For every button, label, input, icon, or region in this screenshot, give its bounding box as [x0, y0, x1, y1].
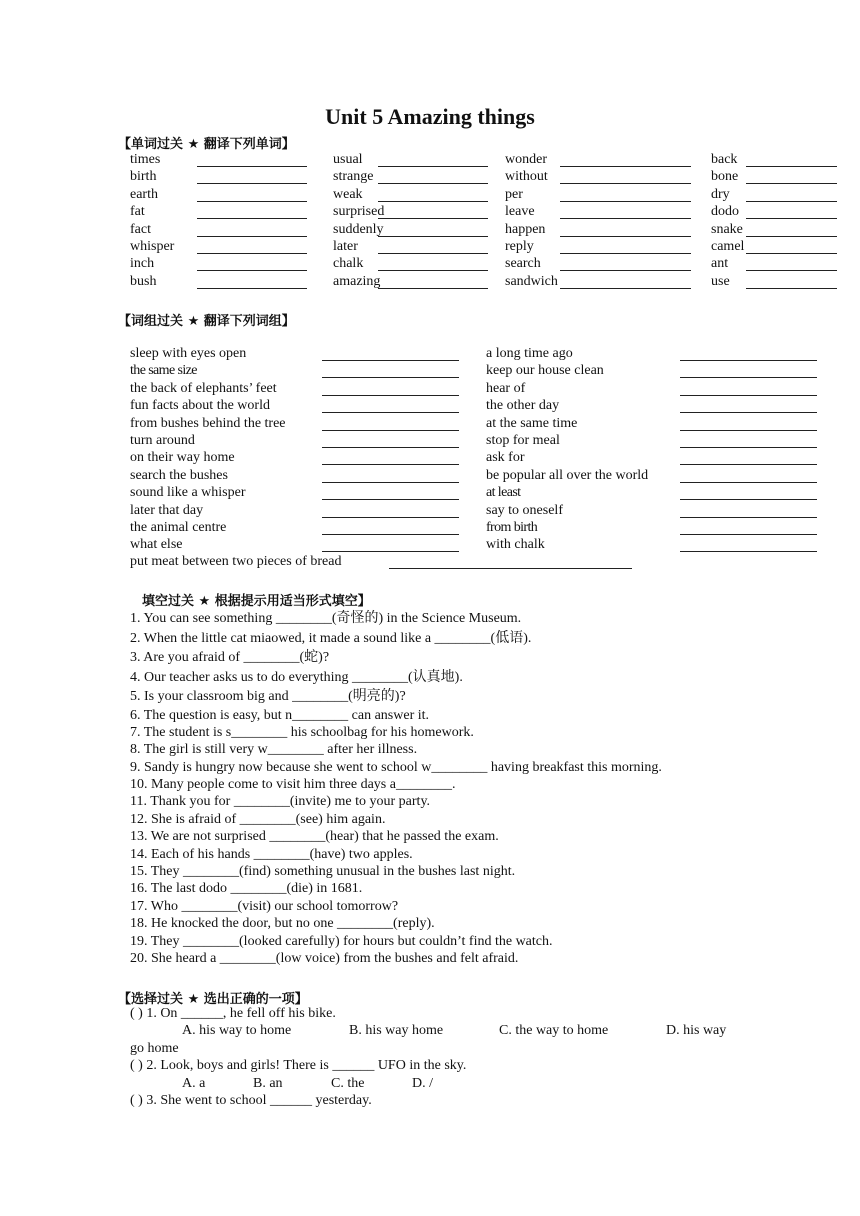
answer-blank[interactable]: [197, 274, 307, 289]
fill-item: 1. You can see something ________(奇怪的) in the Science Museum.: [130, 611, 522, 626]
answer-blank[interactable]: [378, 152, 488, 167]
answer-blank[interactable]: [322, 346, 459, 361]
vocab-word: ant: [711, 256, 729, 272]
mcq-option[interactable]: D. his way: [666, 1023, 727, 1039]
fill-item: 10. Many people come to visit him three days a________.: [130, 777, 456, 793]
fill-item: 6. The question is easy, but n________ can answer it.: [130, 707, 430, 723]
vocab-word: bone: [711, 169, 739, 185]
answer-blank[interactable]: [378, 204, 488, 219]
fill-item: 7. The student is s________ his schoolbag for his homework.: [130, 724, 474, 740]
answer-blank[interactable]: [322, 468, 459, 483]
answer-blank[interactable]: [378, 256, 488, 271]
vocab-row: [130, 186, 835, 203]
vocab-word: usual: [333, 152, 363, 167]
vocab-word: fat: [130, 204, 145, 220]
mcq-question-1: ( ) 1. On ______, he fell off his bike.: [130, 1006, 336, 1021]
vocab-word: later: [333, 238, 358, 254]
mcq-option[interactable]: A. a: [182, 1075, 206, 1091]
phrase-table: [130, 345, 820, 554]
answer-blank[interactable]: [560, 187, 691, 202]
mcq-option[interactable]: C. the: [331, 1075, 365, 1091]
vocab-word: without: [505, 169, 548, 185]
phrase-row: [130, 345, 820, 362]
mcq-options-1: [130, 1022, 830, 1039]
phrase: the same size: [130, 363, 197, 379]
vocab-table: [130, 151, 835, 290]
fill-item: 8. The girl is still very w________ after her illness.: [130, 742, 418, 758]
answer-blank[interactable]: [746, 169, 837, 184]
fill-item: 5. Is your classroom big and ________(明亮的)?: [130, 689, 406, 704]
vocab-word: chalk: [333, 256, 364, 272]
fill-item: 16. The last dodo ________(die) in 1681.: [130, 881, 363, 897]
vocab-word: back: [711, 152, 738, 167]
answer-blank[interactable]: [322, 416, 459, 431]
section-heading-vocab: 【单词过关 ★ 翻译下列单词】: [118, 137, 295, 152]
answer-blank[interactable]: [680, 520, 817, 535]
mcq-option-wrap: go home: [130, 1040, 179, 1056]
phrase: at the same time: [486, 415, 578, 431]
answer-blank[interactable]: [322, 520, 459, 535]
answer-blank[interactable]: [322, 398, 459, 413]
answer-blank[interactable]: [378, 169, 488, 184]
fill-in-list: [130, 609, 830, 967]
mcq-list: [130, 1005, 830, 1109]
answer-blank[interactable]: [746, 204, 837, 219]
fill-item: 15. They ________(find) something unusual in the bushes last night.: [130, 864, 516, 880]
mcq-option[interactable]: B. his way home: [349, 1023, 444, 1039]
phrase-row: [130, 536, 820, 553]
answer-blank[interactable]: [746, 274, 837, 289]
vocab-word: camel: [711, 238, 745, 254]
star-icon: ★: [187, 314, 200, 329]
phrase: stop for meal: [486, 432, 560, 448]
vocab-row: [130, 168, 835, 185]
answer-blank[interactable]: [322, 503, 459, 518]
answer-blank[interactable]: [560, 152, 691, 167]
page-title: Unit 5 Amazing things: [325, 104, 535, 129]
vocab-word: search: [505, 256, 541, 272]
answer-blank[interactable]: [746, 187, 837, 202]
phrase-row: [130, 519, 820, 536]
phrase-row: [130, 415, 820, 432]
vocab-row: [130, 273, 835, 290]
answer-blank[interactable]: [197, 152, 307, 167]
mcq-question-2: ( ) 2. Look, boys and girls! There is ______ UFO in the sky.: [130, 1058, 467, 1074]
vocab-word: whisper: [130, 238, 175, 254]
answer-blank[interactable]: [680, 433, 817, 448]
phrase: search the bushes: [130, 467, 228, 483]
phrase-row: [130, 432, 820, 449]
phrase-row: [130, 484, 820, 501]
answer-blank[interactable]: [378, 187, 488, 202]
answer-blank[interactable]: [680, 416, 817, 431]
answer-blank[interactable]: [197, 187, 307, 202]
section-heading-fill: 填空过关 ★ 根据提示用适当形式填空】: [142, 594, 371, 609]
answer-blank[interactable]: [389, 568, 632, 569]
vocab-word: bush: [130, 273, 157, 289]
answer-blank[interactable]: [560, 222, 691, 237]
mcq-question-3: ( ) 3. She went to school ______ yesterday.: [130, 1092, 372, 1108]
vocab-word: surprised: [333, 204, 385, 220]
phrase-row: [130, 467, 820, 484]
vocab-word: times: [130, 152, 161, 167]
answer-blank[interactable]: [197, 204, 307, 219]
phrase: what else: [130, 537, 183, 553]
answer-blank[interactable]: [680, 485, 817, 500]
star-icon: ★: [198, 594, 211, 609]
answer-blank[interactable]: [322, 450, 459, 465]
vocab-word: reply: [505, 238, 534, 254]
vocab-word: snake: [711, 221, 743, 237]
answer-blank[interactable]: [680, 503, 817, 518]
phrase: with chalk: [486, 537, 545, 553]
answer-blank[interactable]: [680, 450, 817, 465]
answer-blank[interactable]: [560, 239, 691, 254]
fill-item: 9. Sandy is hungry now because she went to school w________ having breakfast this morning.: [130, 759, 662, 775]
phrase-row: [130, 362, 820, 379]
phrase: ask for: [486, 450, 525, 466]
phrase: a long time ago: [486, 346, 573, 361]
answer-blank[interactable]: [322, 363, 459, 378]
phrase-row: [130, 380, 820, 397]
answer-blank[interactable]: [322, 381, 459, 396]
answer-blank[interactable]: [322, 485, 459, 500]
vocab-row: [130, 255, 835, 272]
vocab-word: dry: [711, 186, 730, 202]
answer-blank[interactable]: [197, 169, 307, 184]
answer-blank[interactable]: [746, 256, 837, 271]
mcq-option[interactable]: B. an: [253, 1075, 283, 1091]
phrase: later that day: [130, 502, 204, 518]
fill-item: 19. They ________(looked carefully) for hours but couldn’t find the watch.: [130, 933, 553, 949]
answer-blank[interactable]: [680, 363, 817, 378]
vocab-word: suddenly: [333, 221, 384, 237]
mcq-option[interactable]: D. /: [412, 1075, 433, 1091]
answer-blank[interactable]: [746, 239, 837, 254]
phrase: on their way home: [130, 450, 235, 466]
answer-blank[interactable]: [197, 239, 307, 254]
vocab-word: fact: [130, 221, 151, 237]
vocab-word: earth: [130, 186, 158, 202]
phrase: the back of elephants’ feet: [130, 380, 277, 396]
phrase: from birth: [486, 519, 538, 535]
phrase: the animal centre: [130, 519, 227, 535]
vocab-word: per: [505, 186, 523, 202]
vocab-word: leave: [505, 204, 535, 220]
vocab-row: [130, 221, 835, 238]
phrase: the other day: [486, 398, 560, 414]
phrase: at least: [486, 485, 521, 501]
answer-blank[interactable]: [560, 169, 691, 184]
vocab-word: amazing: [333, 273, 381, 289]
fill-item: 11. Thank you for ________(invite) me to your party.: [130, 794, 431, 810]
answer-blank[interactable]: [322, 537, 459, 552]
answer-blank[interactable]: [746, 152, 837, 167]
phrase: fun facts about the world: [130, 398, 270, 414]
answer-blank[interactable]: [378, 239, 488, 254]
vocab-word: strange: [333, 169, 374, 185]
section-heading-mcq: 【选择过关 ★ 选出正确的一项】: [118, 992, 308, 1007]
star-icon: ★: [187, 992, 200, 1007]
answer-blank[interactable]: [197, 222, 307, 237]
answer-blank[interactable]: [322, 433, 459, 448]
section-heading-phrases: 【词组过关 ★ 翻译下列词组】: [118, 314, 295, 329]
answer-blank[interactable]: [680, 398, 817, 413]
answer-blank[interactable]: [680, 346, 817, 361]
fill-item: 4. Our teacher asks us to do everything ________(认真地).: [130, 669, 463, 685]
vocab-row: [130, 203, 835, 220]
fill-item: 14. Each of his hands ________(have) two apples.: [130, 846, 413, 862]
vocab-row: [130, 238, 835, 255]
vocab-word: use: [711, 273, 730, 289]
phrase: from bushes behind the tree: [130, 415, 286, 431]
vocab-word: happen: [505, 221, 546, 237]
answer-blank[interactable]: [560, 204, 691, 219]
vocab-word: wonder: [505, 152, 547, 167]
phrase: hear of: [486, 380, 526, 396]
answer-blank[interactable]: [680, 468, 817, 483]
vocab-word: weak: [333, 186, 363, 202]
phrase-row: [130, 397, 820, 414]
vocab-word: inch: [130, 256, 155, 272]
phrase: say to oneself: [486, 502, 563, 518]
fill-item: 17. Who ________(visit) our school tomorrow?: [130, 898, 399, 914]
fill-item: 13. We are not surprised ________(hear) that he passed the exam.: [130, 829, 499, 845]
answer-blank[interactable]: [197, 256, 307, 271]
fill-item: 18. He knocked the door, but no one ________(reply).: [130, 916, 435, 932]
vocab-word: dodo: [711, 204, 739, 220]
answer-blank[interactable]: [560, 256, 691, 271]
phrase-row: [130, 449, 820, 466]
vocab-word: sandwich: [505, 273, 558, 289]
answer-blank[interactable]: [680, 537, 817, 552]
answer-blank[interactable]: [378, 222, 488, 237]
mcq-option[interactable]: C. the way to home: [499, 1023, 609, 1039]
fill-item: 2. When the little cat miaowed, it made a sound like a ________(低语).: [130, 630, 532, 646]
answer-blank[interactable]: [680, 381, 817, 396]
phrase: keep our house clean: [486, 363, 604, 379]
fill-item: 3. Are you afraid of ________(蛇)?: [130, 650, 330, 665]
star-icon: ★: [187, 137, 200, 152]
vocab-row: [130, 151, 835, 168]
fill-item: 20. She heard a ________(low voice) from the bushes and felt afraid.: [130, 950, 519, 966]
mcq-options-2: [130, 1075, 830, 1092]
answer-blank[interactable]: [746, 222, 837, 237]
fill-item: 12. She is afraid of ________(see) him again.: [130, 811, 386, 827]
phrase: put meat between two pieces of bread: [130, 554, 342, 569]
phrase-row: [130, 502, 820, 519]
mcq-option[interactable]: A. his way to home: [182, 1023, 292, 1039]
phrase: sleep with eyes open: [130, 346, 247, 361]
phrase: turn around: [130, 432, 195, 448]
vocab-word: birth: [130, 169, 157, 185]
answer-blank[interactable]: [378, 274, 488, 289]
phrase: sound like a whisper: [130, 485, 246, 501]
answer-blank[interactable]: [560, 274, 691, 289]
phrase: be popular all over the world: [486, 467, 649, 483]
